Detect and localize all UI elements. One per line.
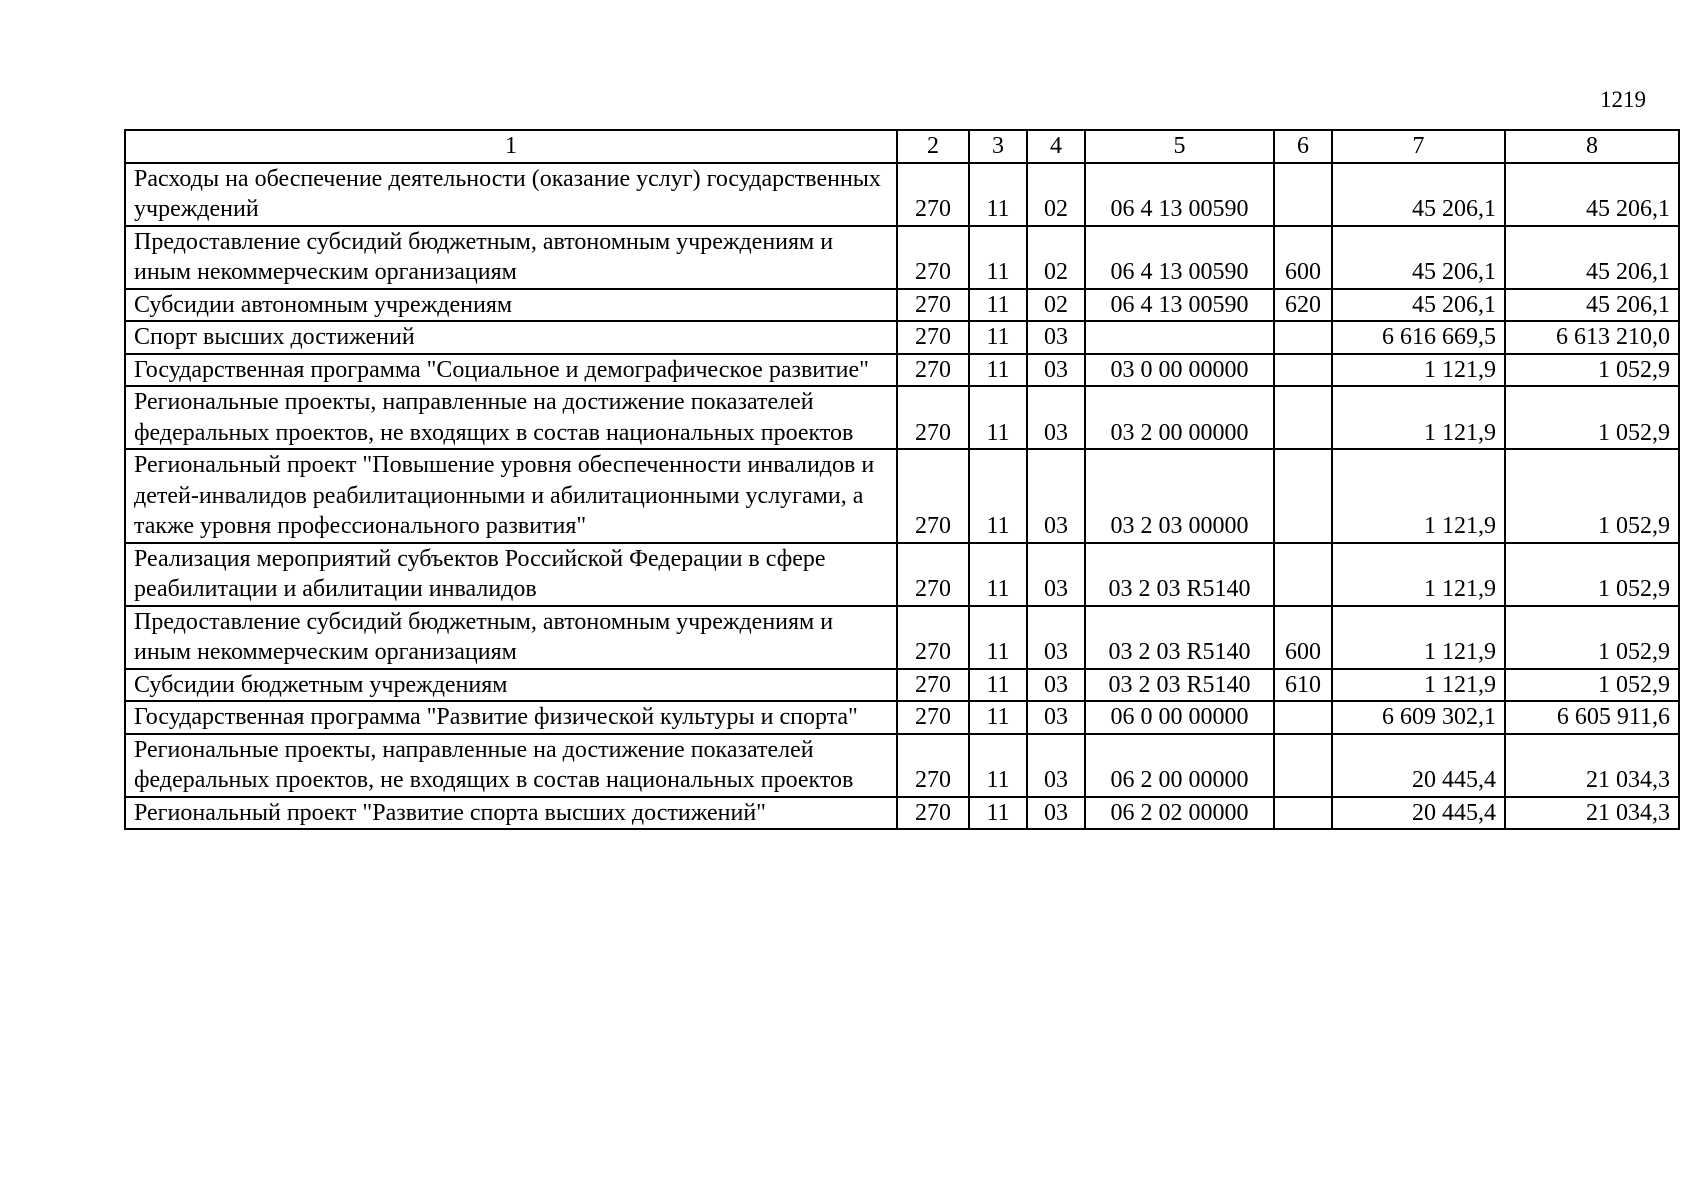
subsection-code: 02 bbox=[1027, 289, 1085, 322]
amount-col-8: 45 206,1 bbox=[1505, 226, 1679, 289]
expense-type-code bbox=[1274, 701, 1332, 734]
amount-col-7: 1 121,9 bbox=[1332, 543, 1505, 606]
column-header: 2 bbox=[897, 130, 969, 163]
expense-type-code bbox=[1274, 543, 1332, 606]
amount-col-8: 6 613 210,0 bbox=[1505, 321, 1679, 354]
section-code: 11 bbox=[969, 321, 1027, 354]
expense-type-code: 610 bbox=[1274, 669, 1332, 702]
column-header: 4 bbox=[1027, 130, 1085, 163]
target-article-code: 03 0 00 00000 bbox=[1085, 354, 1274, 387]
amount-col-8: 1 052,9 bbox=[1505, 386, 1679, 449]
amount-col-8: 6 605 911,6 bbox=[1505, 701, 1679, 734]
target-article-code: 06 2 02 00000 bbox=[1085, 797, 1274, 830]
amount-col-8: 1 052,9 bbox=[1505, 606, 1679, 669]
amount-col-7: 1 121,9 bbox=[1332, 386, 1505, 449]
table-row bbox=[125, 354, 1679, 387]
expense-type-code: 620 bbox=[1274, 289, 1332, 322]
table-row bbox=[125, 669, 1679, 702]
section-code: 11 bbox=[969, 734, 1027, 797]
row-name: Региональный проект "Развитие спорта высших достижений" bbox=[125, 797, 897, 830]
target-article-code: 03 2 03 R5140 bbox=[1085, 669, 1274, 702]
admin-code: 270 bbox=[897, 163, 969, 226]
section-code: 11 bbox=[969, 797, 1027, 830]
column-header: 6 bbox=[1274, 130, 1332, 163]
expense-type-code bbox=[1274, 321, 1332, 354]
subsection-code: 03 bbox=[1027, 797, 1085, 830]
expense-type-code bbox=[1274, 354, 1332, 387]
section-code: 11 bbox=[969, 354, 1027, 387]
expense-type-code bbox=[1274, 163, 1332, 226]
amount-col-8: 21 034,3 bbox=[1505, 734, 1679, 797]
section-code: 11 bbox=[969, 386, 1027, 449]
amount-col-8: 1 052,9 bbox=[1505, 449, 1679, 543]
row-name: Предоставление субсидий бюджетным, автономным учреждениям и иным некоммерческим организациям bbox=[125, 226, 897, 289]
table-row bbox=[125, 386, 1679, 449]
row-name: Расходы на обеспечение деятельности (оказание услуг) государственных учреждений bbox=[125, 163, 897, 226]
subsection-code: 03 bbox=[1027, 606, 1085, 669]
row-name: Региональные проекты, направленные на достижение показателей федеральных проектов, не входящих в состав национальных проектов bbox=[125, 386, 897, 449]
amount-col-8: 45 206,1 bbox=[1505, 163, 1679, 226]
expense-type-code bbox=[1274, 449, 1332, 543]
section-code: 11 bbox=[969, 543, 1027, 606]
admin-code: 270 bbox=[897, 669, 969, 702]
table-row bbox=[125, 321, 1679, 354]
admin-code: 270 bbox=[897, 543, 969, 606]
expense-type-code bbox=[1274, 386, 1332, 449]
amount-col-8: 1 052,9 bbox=[1505, 543, 1679, 606]
row-name: Региональные проекты, направленные на достижение показателей федеральных проектов, не входящих в состав национальных проектов bbox=[125, 734, 897, 797]
amount-col-7: 45 206,1 bbox=[1332, 163, 1505, 226]
column-header: 1 bbox=[125, 130, 897, 163]
admin-code: 270 bbox=[897, 226, 969, 289]
amount-col-7: 1 121,9 bbox=[1332, 669, 1505, 702]
table-row bbox=[125, 734, 1679, 797]
table-row bbox=[125, 163, 1679, 226]
admin-code: 270 bbox=[897, 606, 969, 669]
section-code: 11 bbox=[969, 606, 1027, 669]
amount-col-7: 20 445,4 bbox=[1332, 797, 1505, 830]
section-code: 11 bbox=[969, 289, 1027, 322]
target-article-code bbox=[1085, 321, 1274, 354]
row-name: Государственная программа "Развитие физической культуры и спорта" bbox=[125, 701, 897, 734]
amount-col-8: 21 034,3 bbox=[1505, 797, 1679, 830]
admin-code: 270 bbox=[897, 321, 969, 354]
subsection-code: 03 bbox=[1027, 734, 1085, 797]
admin-code: 270 bbox=[897, 701, 969, 734]
column-header: 8 bbox=[1505, 130, 1679, 163]
section-code: 11 bbox=[969, 701, 1027, 734]
budget-table bbox=[124, 129, 1680, 830]
amount-col-7: 1 121,9 bbox=[1332, 354, 1505, 387]
subsection-code: 02 bbox=[1027, 226, 1085, 289]
row-name: Предоставление субсидий бюджетным, автономным учреждениям и иным некоммерческим организациям bbox=[125, 606, 897, 669]
page-number: 1219 bbox=[1600, 87, 1646, 112]
row-name: Реализация мероприятий субъектов Российской Федерации в сфере реабилитации и абилитации инвалидов bbox=[125, 543, 897, 606]
column-header: 7 bbox=[1332, 130, 1505, 163]
expense-type-code: 600 bbox=[1274, 606, 1332, 669]
column-header: 5 bbox=[1085, 130, 1274, 163]
target-article-code: 03 2 00 00000 bbox=[1085, 386, 1274, 449]
amount-col-8: 1 052,9 bbox=[1505, 354, 1679, 387]
amount-col-7: 45 206,1 bbox=[1332, 289, 1505, 322]
table-row bbox=[125, 543, 1679, 606]
admin-code: 270 bbox=[897, 449, 969, 543]
target-article-code: 06 4 13 00590 bbox=[1085, 163, 1274, 226]
admin-code: 270 bbox=[897, 797, 969, 830]
target-article-code: 06 4 13 00590 bbox=[1085, 289, 1274, 322]
subsection-code: 03 bbox=[1027, 386, 1085, 449]
table-row bbox=[125, 289, 1679, 322]
expense-type-code: 600 bbox=[1274, 226, 1332, 289]
amount-col-8: 45 206,1 bbox=[1505, 289, 1679, 322]
target-article-code: 06 4 13 00590 bbox=[1085, 226, 1274, 289]
subsection-code: 03 bbox=[1027, 449, 1085, 543]
admin-code: 270 bbox=[897, 386, 969, 449]
section-code: 11 bbox=[969, 226, 1027, 289]
subsection-code: 03 bbox=[1027, 701, 1085, 734]
target-article-code: 03 2 03 00000 bbox=[1085, 449, 1274, 543]
amount-col-7: 1 121,9 bbox=[1332, 449, 1505, 543]
subsection-code: 02 bbox=[1027, 163, 1085, 226]
subsection-code: 03 bbox=[1027, 543, 1085, 606]
expense-type-code bbox=[1274, 797, 1332, 830]
subsection-code: 03 bbox=[1027, 354, 1085, 387]
table-row bbox=[125, 701, 1679, 734]
table-header-row bbox=[125, 130, 1679, 163]
row-name: Государственная программа "Социальное и демографическое развитие" bbox=[125, 354, 897, 387]
expense-type-code bbox=[1274, 734, 1332, 797]
target-article-code: 03 2 03 R5140 bbox=[1085, 543, 1274, 606]
row-name: Субсидии бюджетным учреждениям bbox=[125, 669, 897, 702]
amount-col-7: 1 121,9 bbox=[1332, 606, 1505, 669]
table-row bbox=[125, 606, 1679, 669]
amount-col-8: 1 052,9 bbox=[1505, 669, 1679, 702]
target-article-code: 06 0 00 00000 bbox=[1085, 701, 1274, 734]
amount-col-7: 20 445,4 bbox=[1332, 734, 1505, 797]
subsection-code: 03 bbox=[1027, 321, 1085, 354]
table-row bbox=[125, 226, 1679, 289]
table-row bbox=[125, 449, 1679, 543]
row-name: Региональный проект "Повышение уровня обеспеченности инвалидов и детей-инвалидов реабилитационными и абилитационными услугами, а также уровня профессионального развития" bbox=[125, 449, 897, 543]
amount-col-7: 6 609 302,1 bbox=[1332, 701, 1505, 734]
table-row bbox=[125, 797, 1679, 830]
amount-col-7: 6 616 669,5 bbox=[1332, 321, 1505, 354]
admin-code: 270 bbox=[897, 289, 969, 322]
subsection-code: 03 bbox=[1027, 669, 1085, 702]
target-article-code: 06 2 00 00000 bbox=[1085, 734, 1274, 797]
admin-code: 270 bbox=[897, 734, 969, 797]
row-name: Субсидии автономным учреждениям bbox=[125, 289, 897, 322]
target-article-code: 03 2 03 R5140 bbox=[1085, 606, 1274, 669]
admin-code: 270 bbox=[897, 354, 969, 387]
section-code: 11 bbox=[969, 449, 1027, 543]
section-code: 11 bbox=[969, 163, 1027, 226]
row-name: Спорт высших достижений bbox=[125, 321, 897, 354]
column-header: 3 bbox=[969, 130, 1027, 163]
amount-col-7: 45 206,1 bbox=[1332, 226, 1505, 289]
section-code: 11 bbox=[969, 669, 1027, 702]
